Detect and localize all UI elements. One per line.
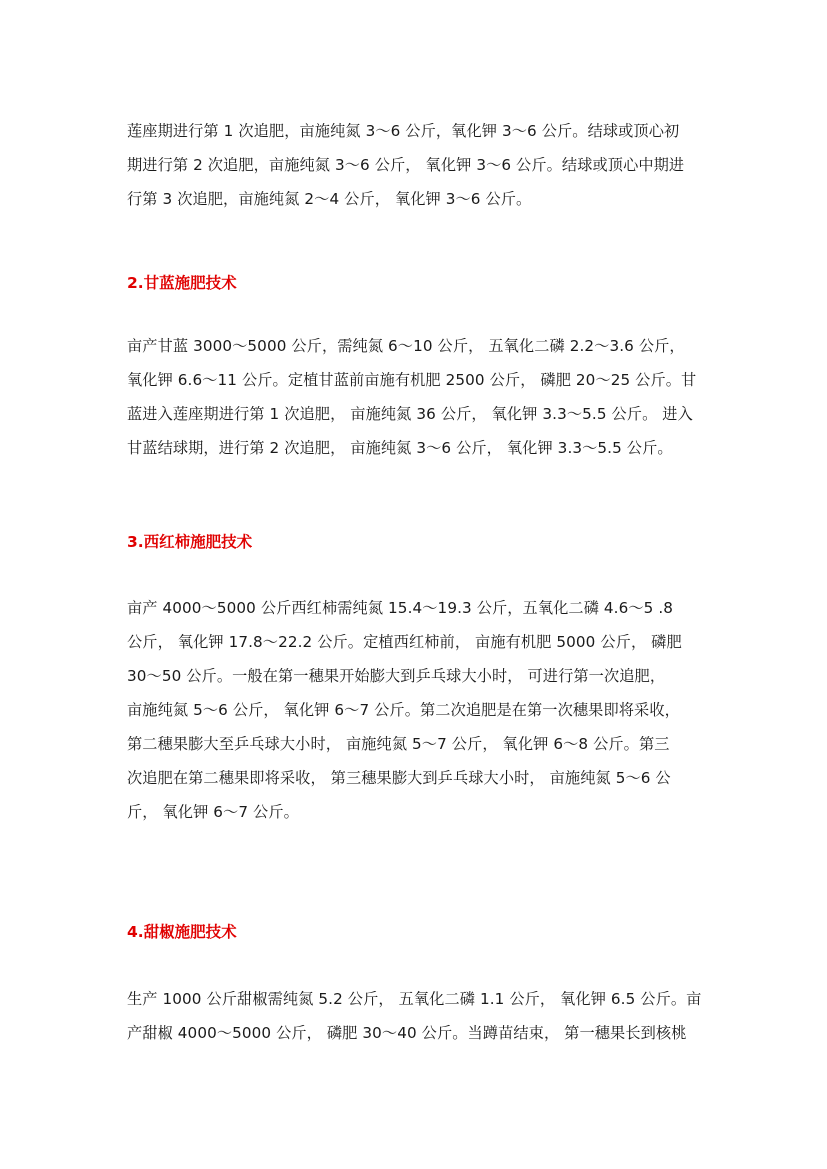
text-line: 亩产 4000～5000 公斤西红柿需纯氮 15.4～19.3 公斤，五氧化二磷 4.6～5 .8 [127,599,674,617]
text-line: 莲座期进行第 1 次追肥，亩施纯氮 3～6 公斤，氧化钾 3～6 公斤。结球或顶心初 [127,122,680,140]
text-line: 30～50 公斤。一般在第一穗果开始膨大到乒乓球大小时， 可进行第一次追肥， [127,667,666,685]
text-line: 亩施纯氮 5～6 公斤， 氧化钾 6～7 公斤。第二次追肥是在第一次穗果即将采收， [127,701,680,719]
text-line: 氧化钾 6.6～11 公斤。定植甘蓝前亩施有机肥 2500 公斤， 磷肥 20～25 公斤。甘 [127,371,697,389]
text-line: 斤， 氧化钾 6～7 公斤。 [127,803,299,821]
paragraph-cabbage-topdressing [127,114,707,216]
section-heading-tomato: 3.西红柿施肥技术 [127,533,253,551]
text-line: 甘蓝结球期，进行第 2 次追肥， 亩施纯氮 3～6 公斤， 氧化钾 3.3～5.5 公斤。 [127,439,673,457]
text-line: 次追肥在第二穗果即将采收， 第三穗果膨大到乒乓球大小时， 亩施纯氮 5～6 公 [127,769,671,787]
text-line: 产甜椒 4000～5000 公斤， 磷肥 30～40 公斤。当蹲苗结束， 第一穗果长到核桃 [127,1024,687,1042]
section-heading-cabbage: 2.甘蓝施肥技术 [127,274,237,292]
text-line: 公斤， 氧化钾 17.8～22.2 公斤。定植西红柿前， 亩施有机肥 5000 公斤， 磷肥 [127,633,682,651]
paragraph-sweet-pepper-fertilization [127,982,707,1050]
text-line: 亩产甘蓝 3000～5000 公斤，需纯氮 6～10 公斤， 五氧化二磷 2.2～3.6 公斤， [127,337,685,355]
paragraph-cabbage-fertilization [127,329,707,465]
text-line: 期进行第 2 次追肥，亩施纯氮 3～6 公斤， 氧化钾 3～6 公斤。结球或顶心中期进 [127,156,685,174]
text-line: 第二穗果膨大至乒乓球大小时， 亩施纯氮 5～7 公斤， 氧化钾 6～8 公斤。第三 [127,735,670,753]
paragraph-tomato-fertilization [127,591,707,829]
section-heading-sweet-pepper: 4.甜椒施肥技术 [127,923,237,941]
text-line: 行第 3 次追肥，亩施纯氮 2～4 公斤， 氧化钾 3～6 公斤。 [127,190,532,208]
text-line: 蓝进入莲座期进行第 1 次追肥， 亩施纯氮 36 公斤， 氧化钾 3.3～5.5 公斤。 进入 [127,405,693,423]
text-line: 生产 1000 公斤甜椒需纯氮 5.2 公斤， 五氧化二磷 1.1 公斤， 氧化钾 6.5 公斤。亩 [127,990,702,1008]
